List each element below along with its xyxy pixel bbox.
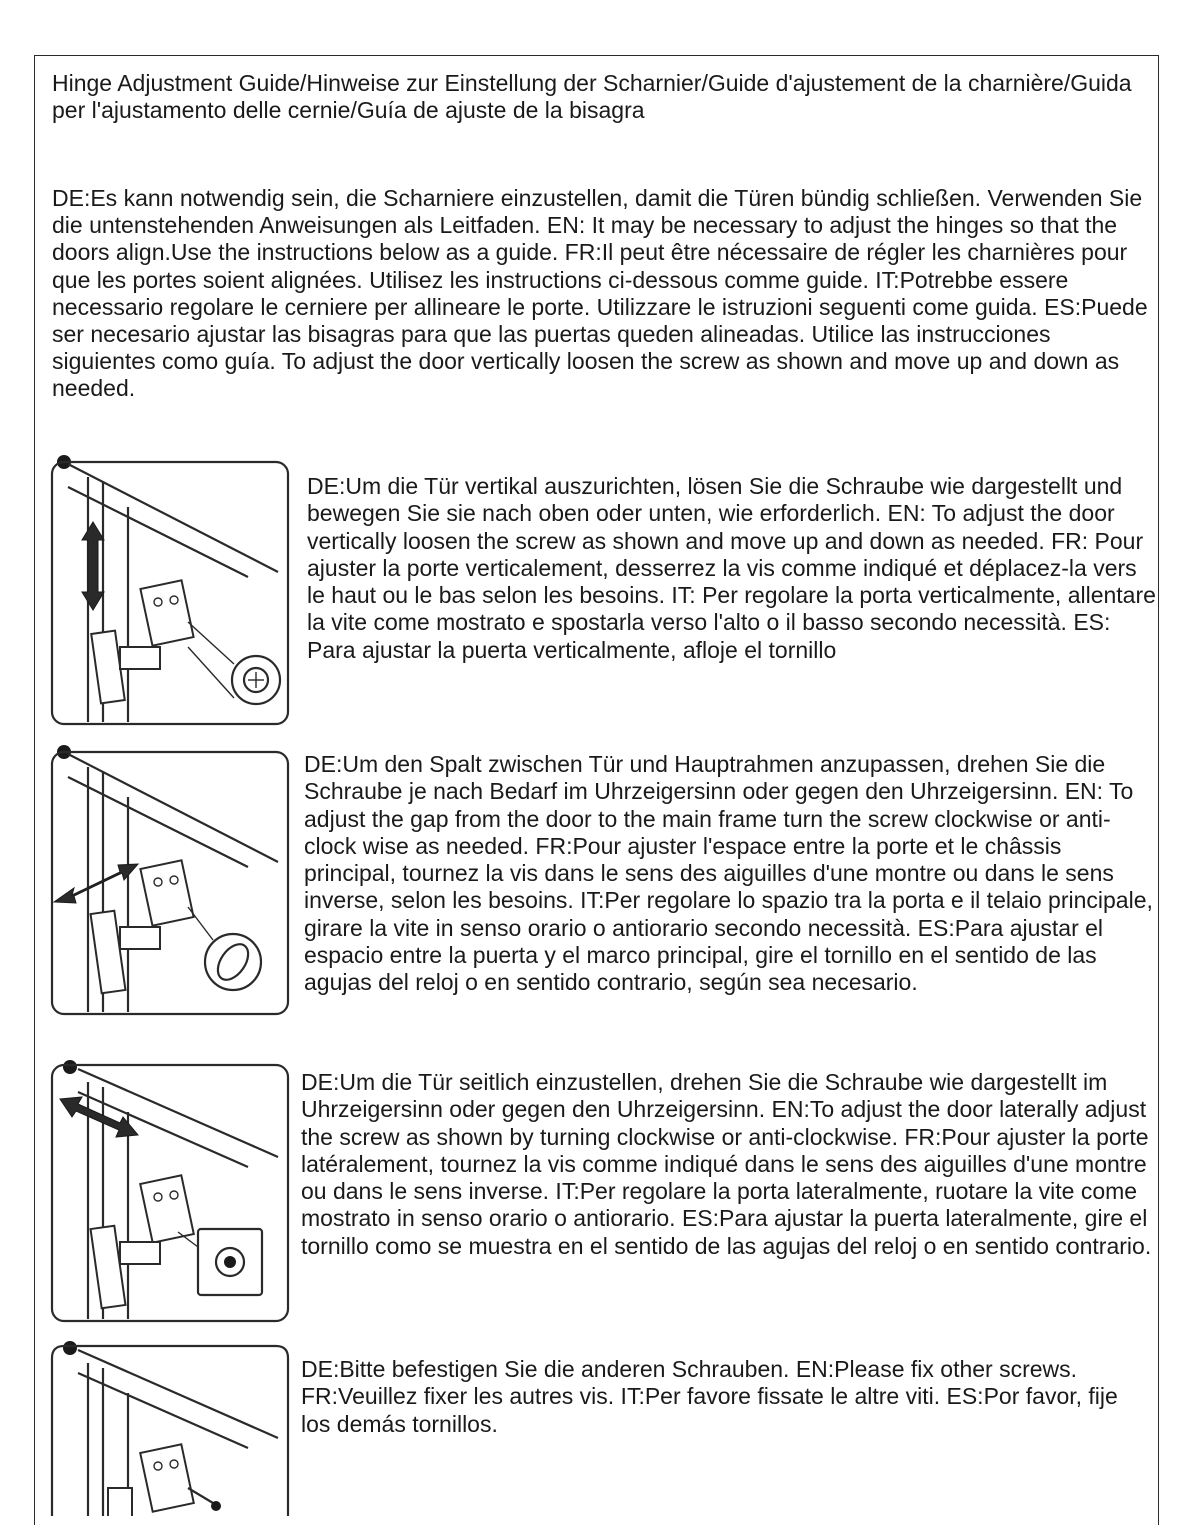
vertical-adjust-icon [48,452,292,728]
intro-paragraph: DE:Es kann notwendig sein, die Scharniere einzustellen, damit die Türen bündig schließen. Verwenden Sie die untenstehenden Anweisungen als Leitfaden. EN: It may be necessary to adjust the hinges so that the doors align.Use the instructions below as a guide. FR:Il peut être nécessaire de régler les charnières pour que les portes soient alignées. Utilisez les instructions ci-dessous comme guide. IT:Potrebbe essere necessario regolare le cerniere per allineare le porte. Utilizzare le istruzioni seguenti come guida. ES:Puede ser necesario ajustar las bisagras para que las puertas queden alineadas. Utilice las instrucciones siguientes como guía. To adjust the door vertically loosen the screw as shown and move up and down as needed. [52,185,1148,402]
depth-adjust-icon [48,742,292,1018]
fix-screws-icon [48,1338,292,1516]
step-1-text: DE:Um die Tür vertikal auszurichten, lösen Sie die Schraube wie dargestellt und bewegen Sie sie nach oben oder unten, wie erforderlich. EN: To adjust the door vertically loosen the screw as shown and move up and down as needed. FR: Pour ajuster la porte verticalement, desserrez la vis comme indiqué et déplacez-la vers le haut ou le bas selon les besoins. IT: Per regolare la porta verticalmente, allentare la vite come mostrato e spostarla verso l'alto o il basso secondo necessità. ES: Para ajustar la puerta verticalmente, afloje el tornillo [307,473,1156,663]
page-title: Hinge Adjustment Guide/Hinweise zur Einstellung der Scharnier/Guide d'ajustement de la charnière/Guida per l'ajustamento delle cernie/Guía de ajuste de la bisagra [52,70,1132,123]
step-4-text: DE:Bitte befestigen Sie die anderen Schrauben. EN:Please fix other screws. FR:Veuillez fixer les autres vis. IT:Per favore fissate le altre viti. ES:Por favor, fije los demás tornillos. [301,1356,1118,1437]
step-3-text: DE:Um die Tür seitlich einzustellen, drehen Sie die Schraube wie dargestellt im Uhrzeigersinn oder gegen den Uhrzeigersinn. EN:To adjust the door laterally adjust the screw as shown by turning clockwise or anti-clockwise. FR:Pour ajuster la porte latéralement, tournez la vis comme indiqué dans le sens des aiguilles d'une montre ou dans le sens inverse. IT:Per regolare la porta lateralmente, ruotare la vite come mostrato in senso orario o antiorario. ES:Para ajustar la puerta lateralmente, gire el tornillo como se muestra en el sentido de las agujas del reloj o en sentido contrario. [301,1069,1152,1259]
step-2-text: DE:Um den Spalt zwischen Tür und Hauptrahmen anzupassen, drehen Sie die Schraube je nach Bedarf im Uhrzeigersinn oder gegen den Uhrzeigersinn. EN: To adjust the gap from the door to the main frame turn the screw clockwise or anti-clock wise as needed. FR:Pour ajuster l'espace entre la porte et le châssis principal, tournez la vis dans le sens des aiguilles d'une montre ou dans le sens inverse, selon les besoins. IT:Per regolare lo spazio tra la porta e il telaio principale, girare la vite in senso orario o antiorario secondo necessità. ES:Para ajustar el espacio entre la puerta y el marco principal, gire el tornillo en el sentido de las agujas del reloj o en sentido contrario, según sea necesario. [304,751,1153,996]
lateral-adjust-icon [48,1057,292,1325]
